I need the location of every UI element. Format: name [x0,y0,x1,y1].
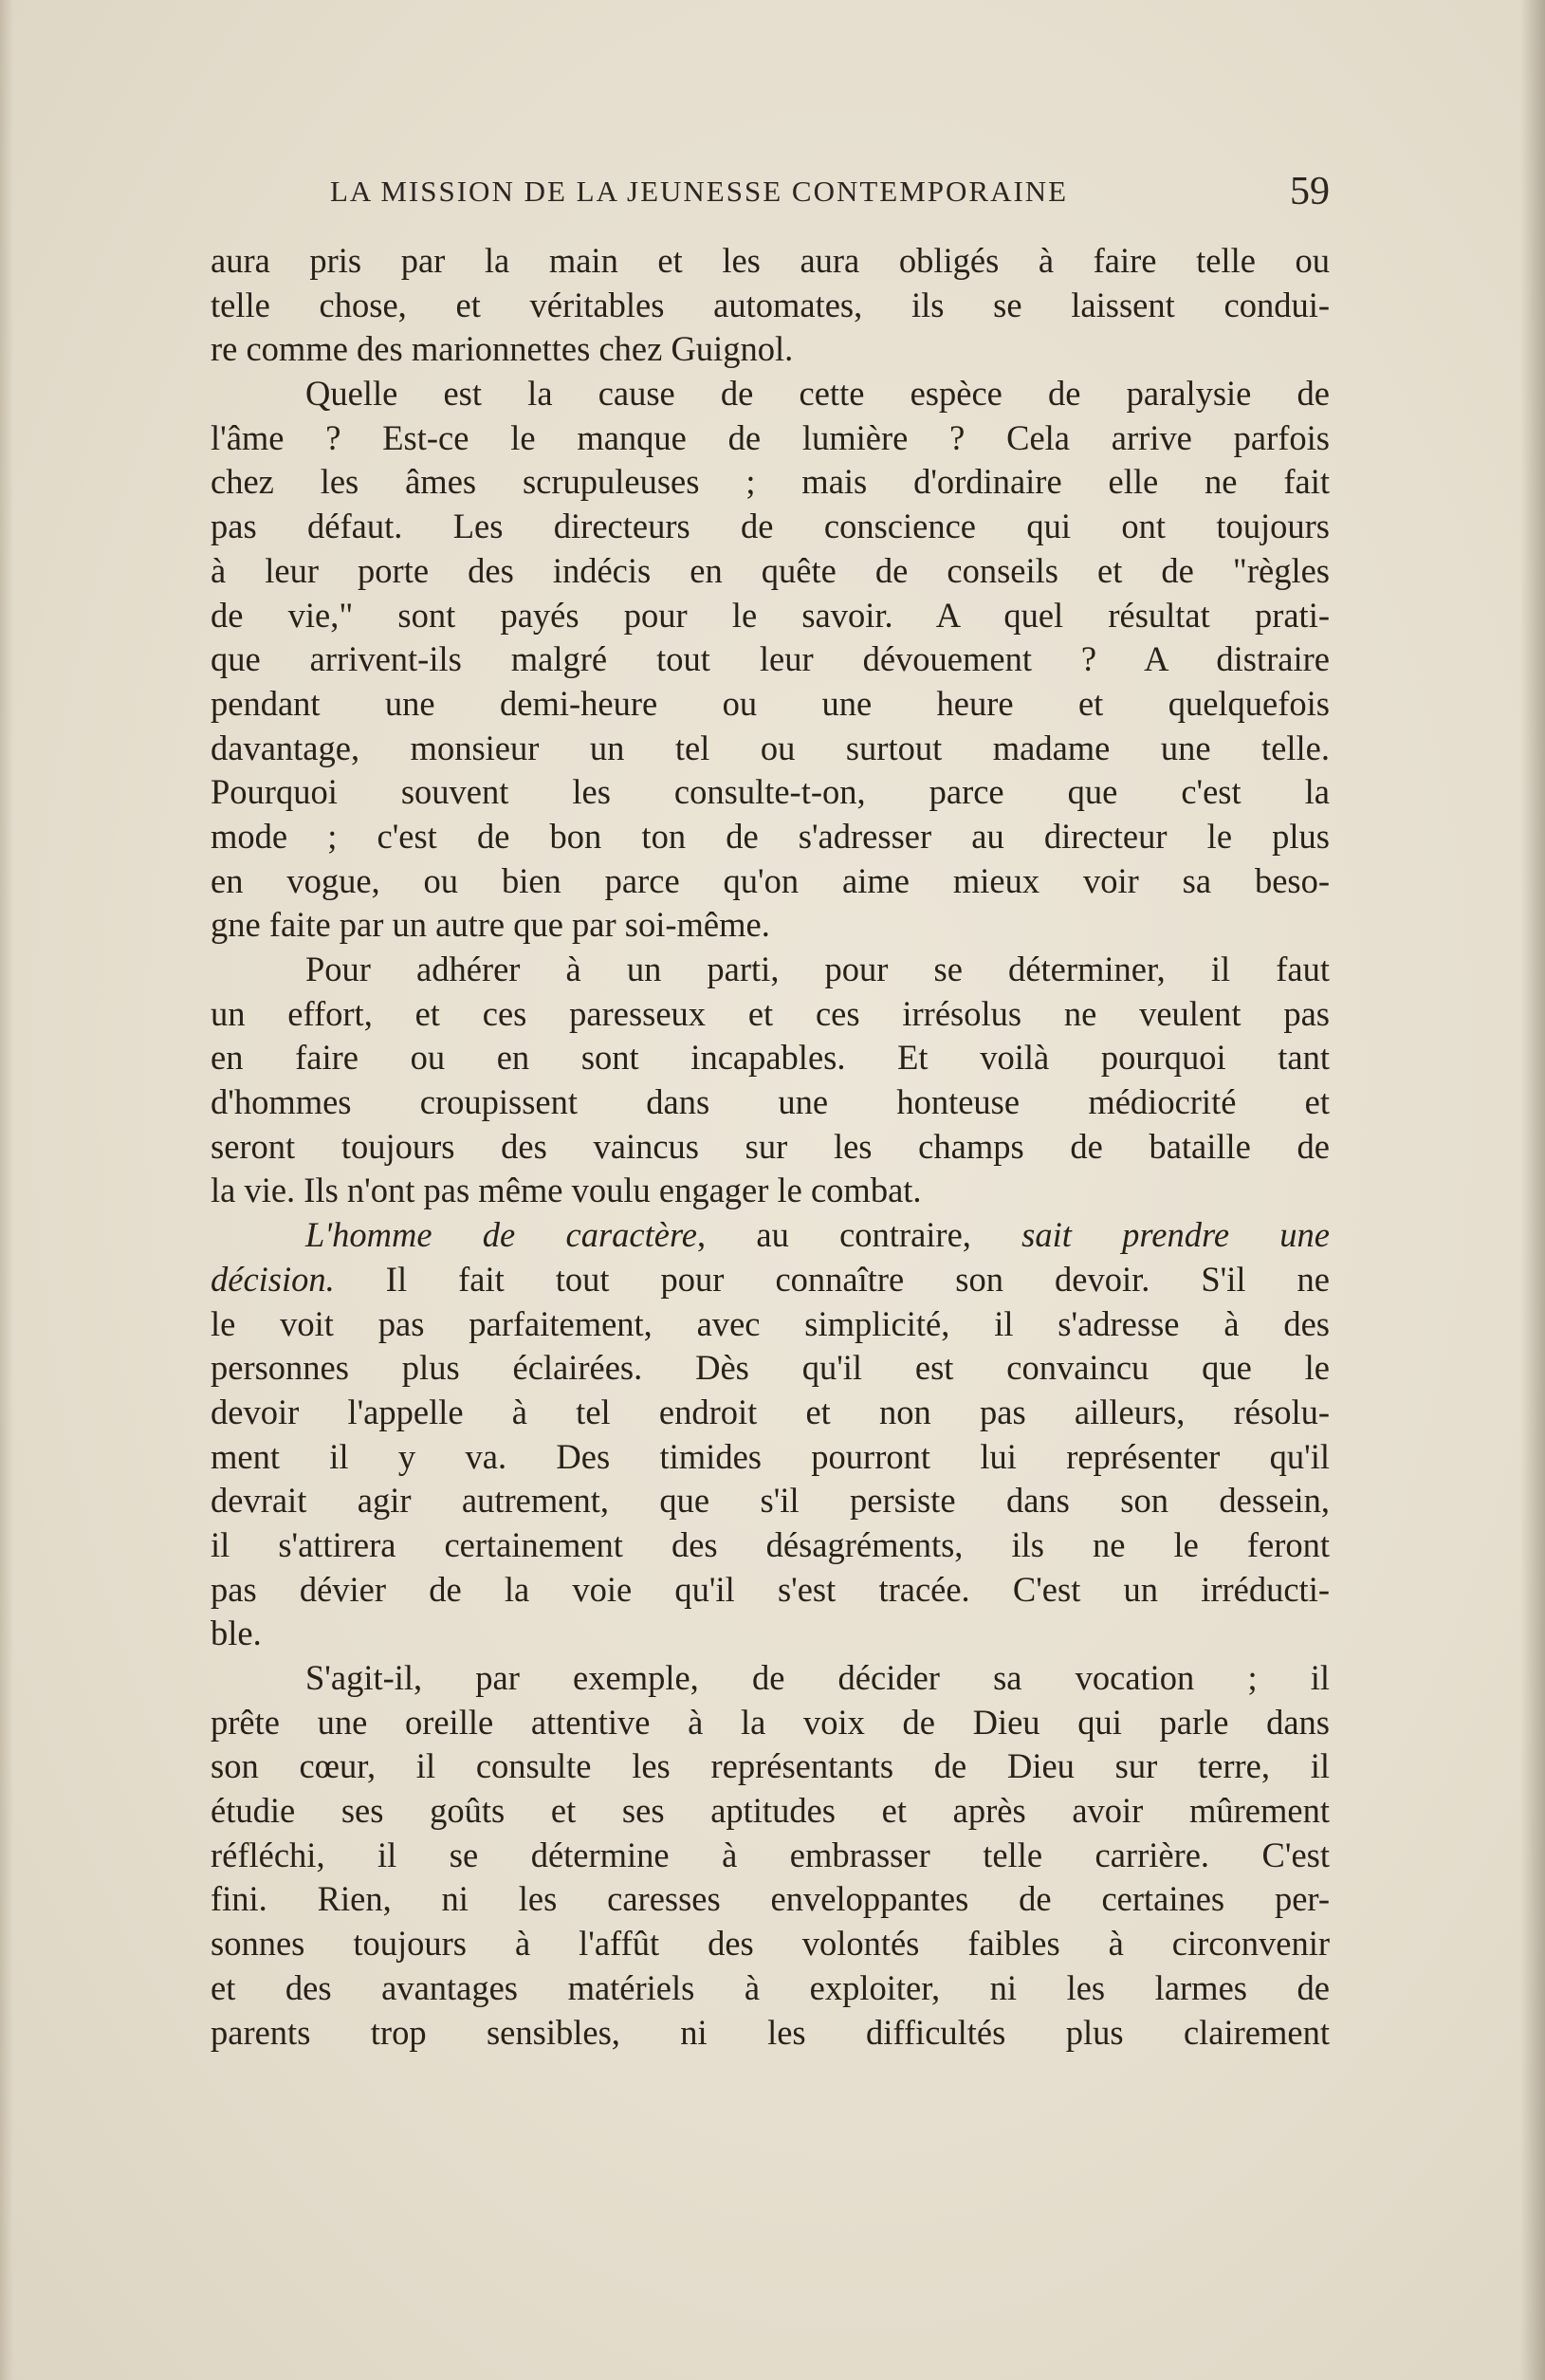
italic-phrase: décision. [211,1259,335,1299]
text-line: un effort, et ces paresseux et ces irrésolus ne veulent pas [211,993,1330,1033]
italic-phrase: sait prendre une [1021,1215,1330,1255]
text-line: mode ; c'est de bon ton de s'adresser au directeur le plus [211,816,1330,856]
text-line: que arrivent-ils malgré tout leur dévouement ? A distraire [211,639,1330,679]
page-edge-shadow [1520,0,1545,2380]
text-line: et des avantages matériels à exploiter, ni les larmes de [211,1967,1330,2007]
text-line: en vogue, ou bien parce qu'on aime mieux voir sa beso- [211,860,1330,900]
text-line: davantage, monsieur un tel ou surtout madame une telle. [211,728,1330,767]
text-line: il s'attirera certainement des désagréments, ils ne le feront [211,1524,1330,1564]
text-line: l'âme ? Est-ce le manque de lumière ? Cela arrive parfois [211,417,1330,457]
paragraph-start-line: S'agit-il, par exemple, de décider sa vocation ; il [305,1658,1330,1697]
text-line: pas dévier de la voie qu'il s'est tracée. C'est un irréducti- [211,1569,1330,1609]
text-line: seront toujours des vaincus sur les champs de bataille de [211,1126,1330,1166]
text-line: le voit pas parfaitement, avec simplicité, il s'adresse à des [211,1303,1330,1343]
text-fragment: Il fait tout pour connaître son devoir. S'il ne [334,1259,1330,1299]
text-line: ment il y va. Des timides pourront lui représenter qu'il [211,1436,1330,1476]
text-line: prête une oreille attentive à la voix de Dieu qui parle dans [211,1702,1330,1742]
text-line: de vie," sont payés pour le savoir. A quel résultat prati- [211,595,1330,635]
text-line: à leur porte des indécis en quête de conseils et de "règles [211,550,1330,590]
text-line: devoir l'appelle à tel endroit et non pas ailleurs, résolu- [211,1392,1330,1431]
text-line: gne faite par un autre que par soi-même. [211,905,770,945]
text-line: d'hommes croupissent dans une honteuse médiocrité et [211,1082,1330,1122]
text-line: sonnes toujours à l'affût des volontés faibles à circonvenir [211,1924,1330,1964]
text-line: en faire ou en sont incapables. Et voilà pourquoi tant [211,1038,1330,1078]
running-head [330,169,1330,216]
text-body [211,239,1330,2055]
text-line: fini. Rien, ni les caresses enveloppantes de certaines per- [211,1879,1330,1919]
text-line: étudie ses goûts et ses aptitudes et après avoir mûrement [211,1791,1330,1831]
page-number: 59 [1290,170,1330,213]
text-line: aura pris par la main et les aura obligés à faire telle ou [211,241,1330,280]
running-title: LA MISSION DE LA JEUNESSE CONTEMPORAINE [330,175,1069,208]
text-line: re comme des marionnettes chez Guignol. [211,329,794,369]
text-line: devrait agir autrement, que s'il persiste dans son dessein, [211,1481,1330,1521]
text-line: chez les âmes scrupuleuses ; mais d'ordinaire elle ne fait [211,462,1330,502]
gutter-shadow [0,0,13,2380]
italic-phrase: L'homme de caractère [305,1215,697,1255]
text-line: pendant une demi-heure ou une heure et quelquefois [211,683,1330,723]
text-line [211,1258,1330,1302]
paragraph-start-line: Pour adhérer à un parti, pour se déterminer, il faut [305,950,1330,988]
text-line: ble. [211,1614,262,1653]
text-line: son cœur, il consulte les représentants de Dieu sur terre, il [211,1746,1330,1786]
text-line: parents trop sensibles, ni les difficultés plus clairement [211,2012,1330,2052]
text-line: Pourquoi souvent les consulte-t-on, parce que c'est la [211,772,1330,812]
text-line: réfléchi, il se détermine à embrasser telle carrière. C'est [211,1835,1330,1874]
text-fragment: , au contraire, [697,1215,1022,1255]
text-line: personnes plus éclairées. Dès qu'il est convaincu que le [211,1348,1330,1388]
text-line: pas défaut. Les directeurs de conscience qui ont toujours [211,507,1330,546]
text-line: telle chose, et véritables automates, ils se laissent condui- [211,285,1330,324]
paragraph-start-line: Quelle est la cause de cette espèce de paralysie de [305,374,1330,414]
paragraph-start-line [211,1213,1330,1258]
text-line: la vie. Ils n'ont pas même voulu engager le combat. [211,1171,922,1210]
